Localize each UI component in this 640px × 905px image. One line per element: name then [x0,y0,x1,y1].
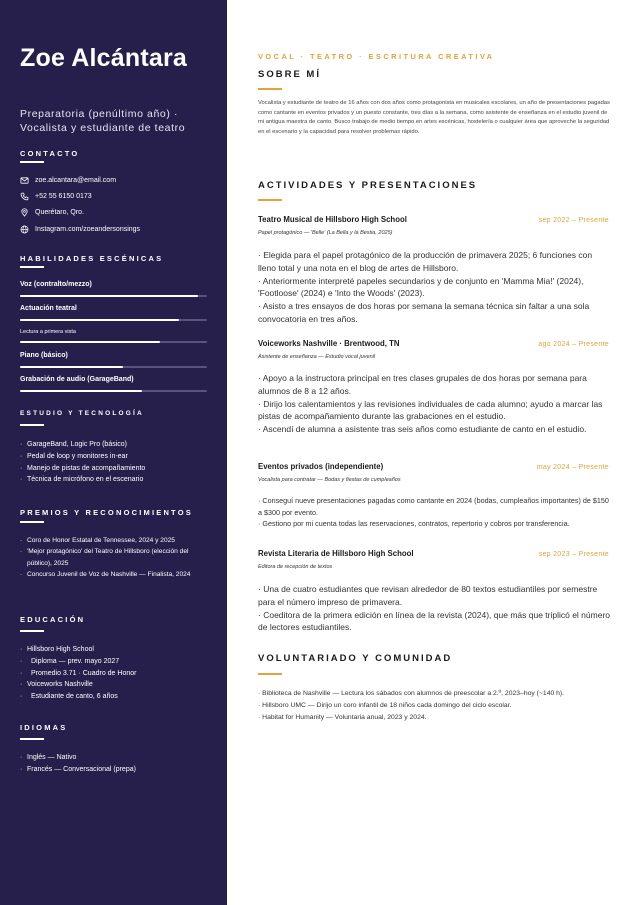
candidate-tagline: Preparatoria (penúltimo año) · Vocalista y estudiante de teatro [20,108,186,134]
activities-rule [258,199,282,201]
tech-heading: ESTUDIO Y TECNOLOGÍA [20,410,144,417]
phone-icon [20,192,29,201]
contact-website[interactable] [20,225,140,234]
skill-bar-fill [20,390,142,392]
languages-rule [20,738,44,740]
list-item: · Elegida para el papel protagónico de la producción de primavera 2025; 6 funciones con lleno total y una nota en el blog de artes de Hillsboro. [258,250,593,273]
entry-title: Voiceworks Nashville · Brentwood, TN [258,339,400,348]
languages-heading: IDIOMAS [20,723,68,732]
tech-rule [20,424,44,426]
contact-location-text: Querétaro, Qro. [35,209,85,216]
skill-voice [20,281,207,297]
contact-location [20,208,84,217]
education-heading: EDUCACIÓN [20,615,86,624]
skill-bar-fill [20,319,179,321]
skill-bar-fill [20,366,123,368]
volunteer-rule [258,673,282,675]
list-item: · Asisto a tres ensayos de dos horas por semana la semana técnica sin faltar a una sola convocatoria en tres años. [258,301,590,324]
contact-email-text: zoe.alcantara@email.com [35,177,117,184]
skill-label: Voz (contralto/mezzo) [20,281,92,288]
list-item: · Habitat for Humanity — Voluntaria anual, 2023 y 2024. [258,714,427,721]
activities-heading: ACTIVIDADES Y PRESENTACIONES [258,180,478,191]
skill-piano [20,352,207,368]
education-list [20,644,210,703]
entry-subtitle: Vocalista para contratar — Bodas y fiestas de cumpleaños [258,477,401,483]
entry-bullets [258,495,610,530]
list-item: · Técnica de micrófono en el escenario [20,474,210,486]
list-item: · Dirijo los calentamientos y las revisiones individuales de cada alumno; ayudo a marcar las pistas de acompañamiento durante las grabaciones en el estudio. [258,398,603,422]
list-item: · Hillsboro UMC — Dirijo un coro infantil de 18 niños cada domingo del ciclo escolar. [258,702,512,709]
list-item: · Promedio 3.71 · Cuadro de Honor [20,668,210,680]
globe-icon [20,225,29,234]
list-item: · Conseguí nueve presentaciones pagadas como cantante en 2024 (bodas, cumpleaños importantes) de $150 a $300 por evento. [258,496,609,517]
entry-date: ago 2024 – Presente [538,341,609,348]
list-item: · Anteriormente interpreté papeles secundarios y de conjunto en 'Mamma Mia!' (2024), 'Footloose' (2024) e 'Into the Woods' (2023). [258,275,584,299]
skill-bar-fill [20,341,160,343]
candidate-name: Zoe Alcántara [20,44,188,72]
about-heading: SOBRE MÍ [258,69,321,80]
contact-heading: CONTACTO [20,149,80,158]
volunteer-heading: VOLUNTARIADO Y COMUNIDAD [258,653,453,664]
list-item: · Biblioteca de Nashville — Lectura los sábados con alumnos de preescolar a 2.º, 2023–hoy (~140 h). [258,690,565,697]
skill-bar [20,319,207,321]
contact-rule [20,161,44,163]
entry-title: Eventos privados (independiente) [258,462,384,471]
list-item: · Hillsboro High School [20,644,210,656]
contact-phone[interactable] [20,192,92,201]
skill-bar [20,390,207,392]
contact-email[interactable] [20,176,116,185]
contact-website-text: Instagram.com/zoeandersonsings [35,226,141,233]
skills-rule [20,266,44,268]
skill-label: Lectura a primera vista [20,329,76,335]
contact-phone-text: +52 55 6150 0173 [35,193,92,200]
skill-bar-fill [20,295,198,297]
list-item: · Estudiante de canto, 6 años [20,691,210,703]
tech-list [20,439,210,486]
entry-date: sep 2022 – Presente [538,217,609,224]
list-item: · Coeditora de la primera edición en línea de la revista (2024), que más que triplicó el número de lectores estudiantiles. [258,609,611,633]
list-item: · Voiceworks Nashville [20,679,210,691]
entry-date: may 2024 – Presente [536,464,609,471]
list-item: · Ascendí de alumna a asistente tras seis años como estudiante de canto en el estudio. [258,424,587,435]
languages-list [20,752,210,776]
awards-list [20,535,210,581]
skill-bar [20,366,207,368]
entry-bullets [258,372,610,436]
list-item: · Francés — Conversacional (prepa) [20,764,210,776]
list-item: · Diploma — prev. mayo 2027 [20,656,210,668]
skill-bar [20,295,207,297]
list-item: · 'Mejor protagónico' del Teatro de Hillsboro (elección del público), 2025 [20,546,210,569]
volunteer-list [258,688,610,724]
awards-rule [20,521,44,523]
list-item: · Una de cuatro estudiantes que revisan alrededor de 80 textos estudiantiles por semestre para el número impreso de primavera. [258,584,598,607]
about-rule [258,88,282,90]
mail-icon [20,176,29,185]
location-pin-icon [20,208,29,217]
list-item: · Apoyo a la instructora principal en tres clases grupales de dos horas por semana para alumnos de 8 a 12 años. [258,373,587,396]
awards-heading: PREMIOS Y RECONOCIMIENTOS [20,508,193,517]
list-item: · Inglés — Nativo [20,752,210,764]
skill-label: Piano (básico) [20,352,68,359]
list-item: · Coro de Honor Estatal de Tennessee, 2024 y 2025 [20,535,210,546]
skill-acting [20,305,207,321]
skill-label: Grabación de audio (GarageBand) [20,376,134,383]
skill-label: Actuación teatral [20,305,77,312]
list-item: · Gestiono por mi cuenta todas las reservaciones, contratos, repertorio y cobros por transferencia. [258,519,570,529]
list-item: · Pedal de loop y monitores in-ear [20,451,210,463]
list-item: · Concurso Juvenil de Voz de Nashville — Finalista, 2024 [20,569,210,580]
list-item: · GarageBand, Logic Pro (básico) [20,439,210,451]
about-text: Vocalista y estudiante de teatro de 16 años con dos años como protagonista en musicales escolares, un año de presentaciones pagadas como cantante en eventos privados y un puesto constante, tres días a la semana, como asistente de enseñanza en el estudio juvenil de mi antigua maestra de canto. Busco trabajo de medio tiempo en artes escénicas, hostelería o cualquier área que aproveche la seguridad en el escenario y la capacidad para resolver problemas rápido. [258,100,610,135]
skill-sight-reading [20,329,207,343]
skill-bar [20,341,207,343]
entry-title: Teatro Musical de Hillsboro High School [258,215,407,224]
sidebar [0,0,227,905]
entry-subtitle: Asistente de enseñanza — Estudio vocal juvenil [258,354,376,360]
entry-subtitle: Papel protagónico — 'Belle' (La Bella y la Bestia, 2025) [258,230,393,236]
entry-title: Revista Literaria de Hillsboro High School [258,549,414,558]
education-rule [20,630,44,632]
skills-heading: HABILIDADES ESCÉNICAS [20,254,164,263]
list-item: · Manejo de pistas de acompañamiento [20,463,210,475]
entry-bullets [258,249,610,326]
skill-recording [20,376,207,392]
entry-bullets [258,583,610,634]
entry-date: sep 2023 – Presente [538,551,609,558]
entry-subtitle: Editora de recepción de textos [258,564,333,570]
discipline-tagline: VOCAL · TEATRO · ESCRITURA CREATIVA [258,52,495,61]
